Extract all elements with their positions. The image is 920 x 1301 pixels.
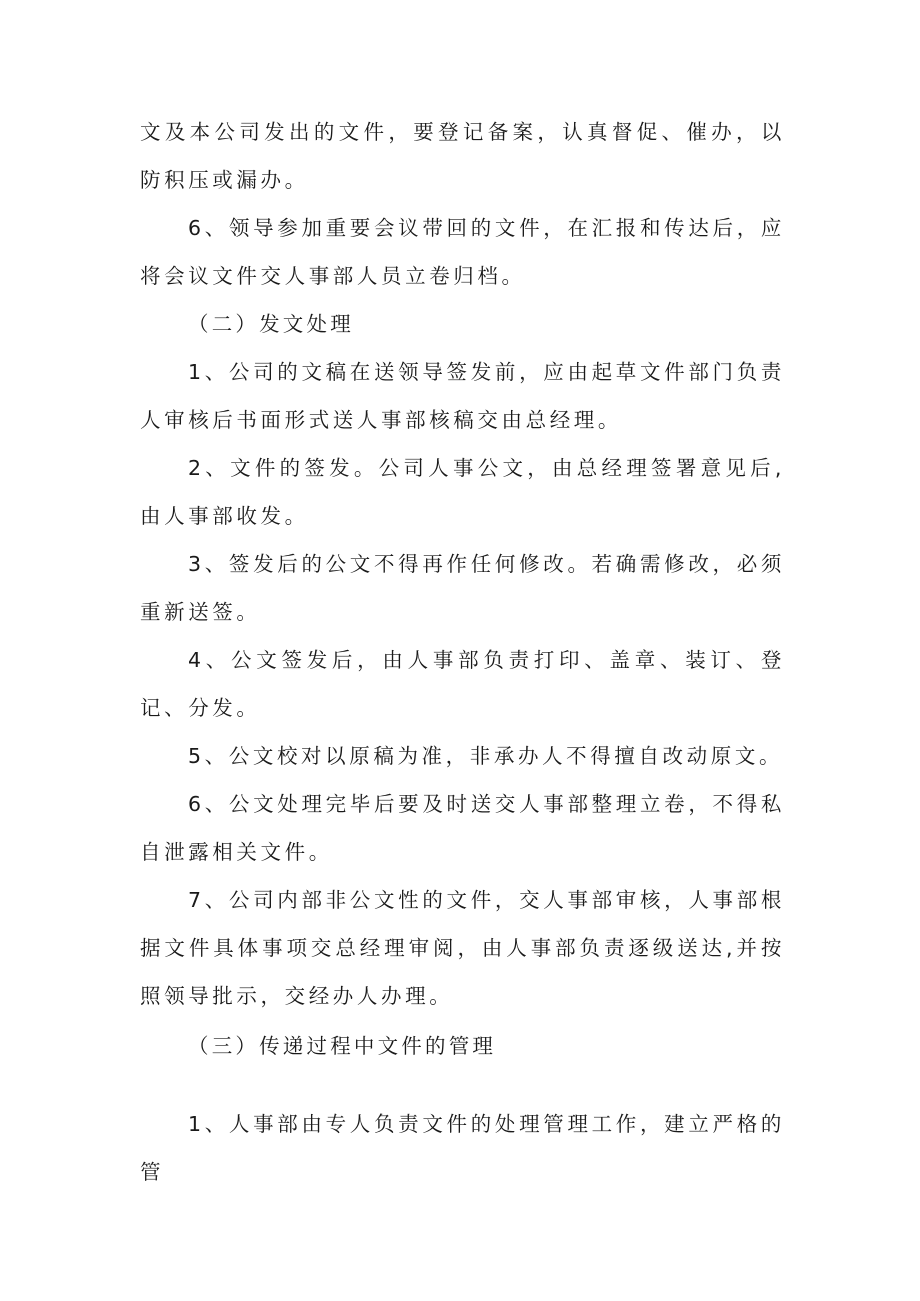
paragraph-continuation: 文及本公司发出的文件，要登记备案，认真督促、催办，以防积压或漏办。 — [140, 120, 785, 192]
paragraph-send-item-5: 5、公文校对以原稿为准，非承办人不得擅自改动原文。 — [188, 744, 784, 768]
paragraph-send-item-6: 6、公文处理完毕后要及时送交人事部整理立卷，不得私自泄露相关文件。 — [140, 792, 785, 864]
paragraph-send-item-2: 2、文件的签发。公司人事公文，由总经理签署意见后,由人事部收发。 — [140, 456, 785, 528]
paragraph-receive-item-6: 6、领导参加重要会议带回的文件，在汇报和传达后，应将会议文件交人事部人员立卷归档。 — [140, 216, 785, 288]
paragraph-send-item-1: 1、公司的文稿在送领导签发前，应由起草文件部门负责人审核后书面形式送人事部核稿交由总经理。 — [140, 360, 785, 432]
paragraph-transfer-item-1: 1、人事部由专人负责文件的处理管理工作，建立严格的管 — [140, 1112, 785, 1184]
section-heading-transfer-management: （三）传递过程中文件的管理 — [188, 1034, 497, 1058]
section-heading-outgoing-documents: （二）发文处理 — [188, 312, 354, 336]
paragraph-send-item-4: 4、公文签发后，由人事部负责打印、盖章、装订、登记、分发。 — [140, 648, 785, 720]
paragraph-send-item-3: 3、签发后的公文不得再作任何修改。若确需修改，必须重新送签。 — [140, 552, 785, 624]
paragraph-send-item-7: 7、公司内部非公文性的文件，交人事部审核，人事部根据文件具体事项交总经理审阅，由人事部负责逐级送达,并按照领导批示，交经办人办理。 — [140, 888, 785, 1008]
